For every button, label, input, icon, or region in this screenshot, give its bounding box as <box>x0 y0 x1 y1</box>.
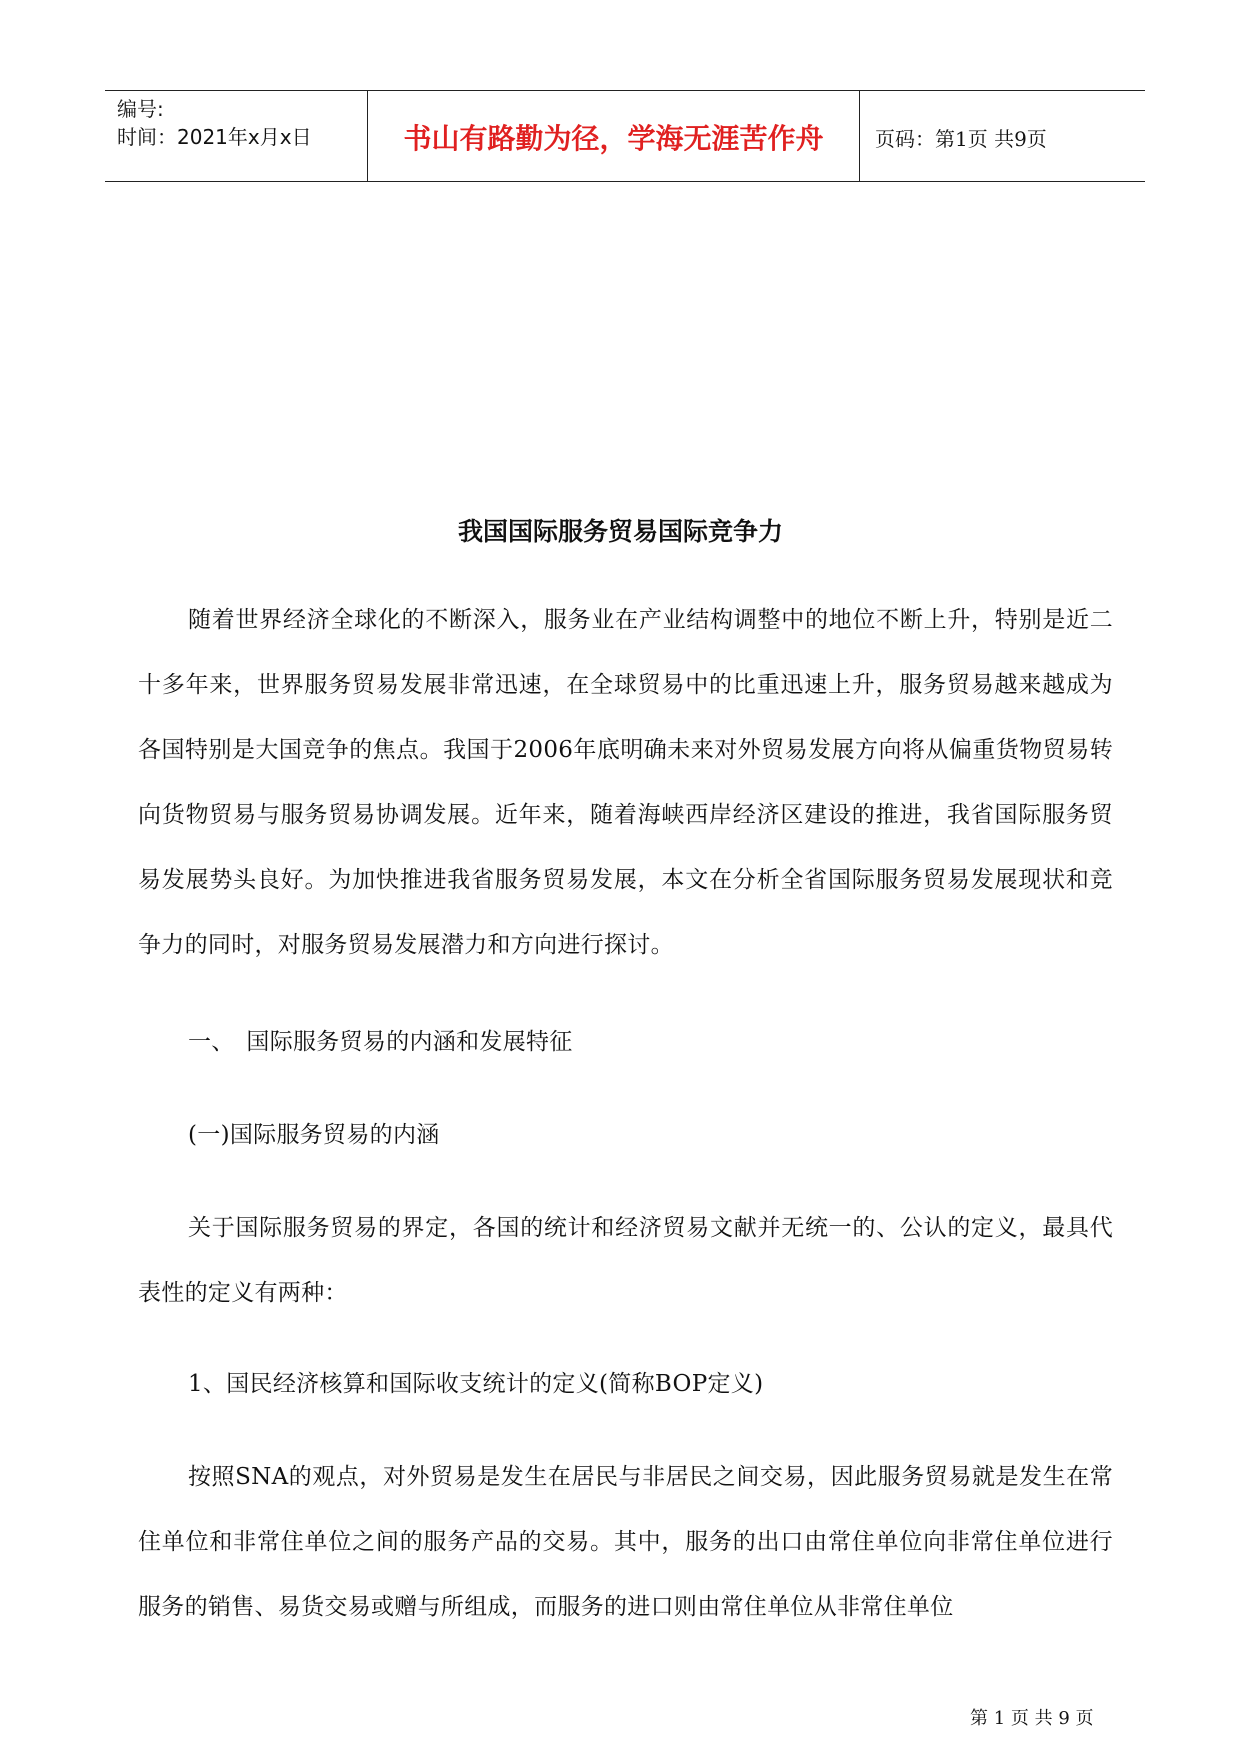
intro-paragraph: 随着世界经济全球化的不断深入，服务业在产业结构调整中的地位不断上升，特别是近二十多年来，世界服务贸易发展非常迅速，在全球贸易中的比重迅速上升，服务贸易越来越成为各国特别是大国竞争的焦点。我国于2006年底明确未来对外贸易发展方向将从偏重货物贸易转向货物贸易与服务贸易协调发展。近年来，随着海峡西岸经济区建设的推进，我省国际服务贸易发展势头良好。为加快推进我省服务贸易发展，本文在分析全省国际服务贸易发展现状和竞争力的同时，对服务贸易发展潜力和方向进行探讨。 <box>138 607 1113 958</box>
header-motto-cell <box>368 91 860 181</box>
page-code: 页码：第1页 共9页 <box>875 127 1047 151</box>
footer-page-indicator: 第 1 页 共 9 页 <box>970 1708 1094 1729</box>
document-time-label: 时间：2021年x月x日 <box>117 125 312 149</box>
header-meta-cell <box>105 91 368 181</box>
document-number-label: 编号: <box>117 97 164 121</box>
sna-paragraph: 按照SNA的观点，对外贸易是发生在居民与非居民之间交易，因此服务贸易就是发生在常住单位和非常住单位之间的服务产品的交易。其中，服务的出口由常住单位向非常住单位进行服务的销售、易货交易或赠与所组成，而服务的进口则由常住单位从非常住单位 <box>138 1464 1113 1620</box>
definition-paragraph: 关于国际服务贸易的界定，各国的统计和经济贸易文献并无统一的、公认的定义，最具代表性的定义有两种： <box>138 1215 1113 1306</box>
motto-text: 书山有路勤为径，学海无涯苦作舟 <box>403 122 824 155</box>
subsection-heading: (一)国际服务贸易的内涵 <box>188 1122 440 1148</box>
header-page-cell <box>860 91 1145 181</box>
document-title: 我国国际服务贸易国际竞争力 <box>457 517 783 546</box>
section-heading: 一、 国际服务贸易的内涵和发展特征 <box>188 1029 573 1055</box>
item-heading: 1、国民经济核算和国际收支统计的定义(简称BOP定义) <box>188 1371 764 1397</box>
header-table <box>105 90 1145 182</box>
